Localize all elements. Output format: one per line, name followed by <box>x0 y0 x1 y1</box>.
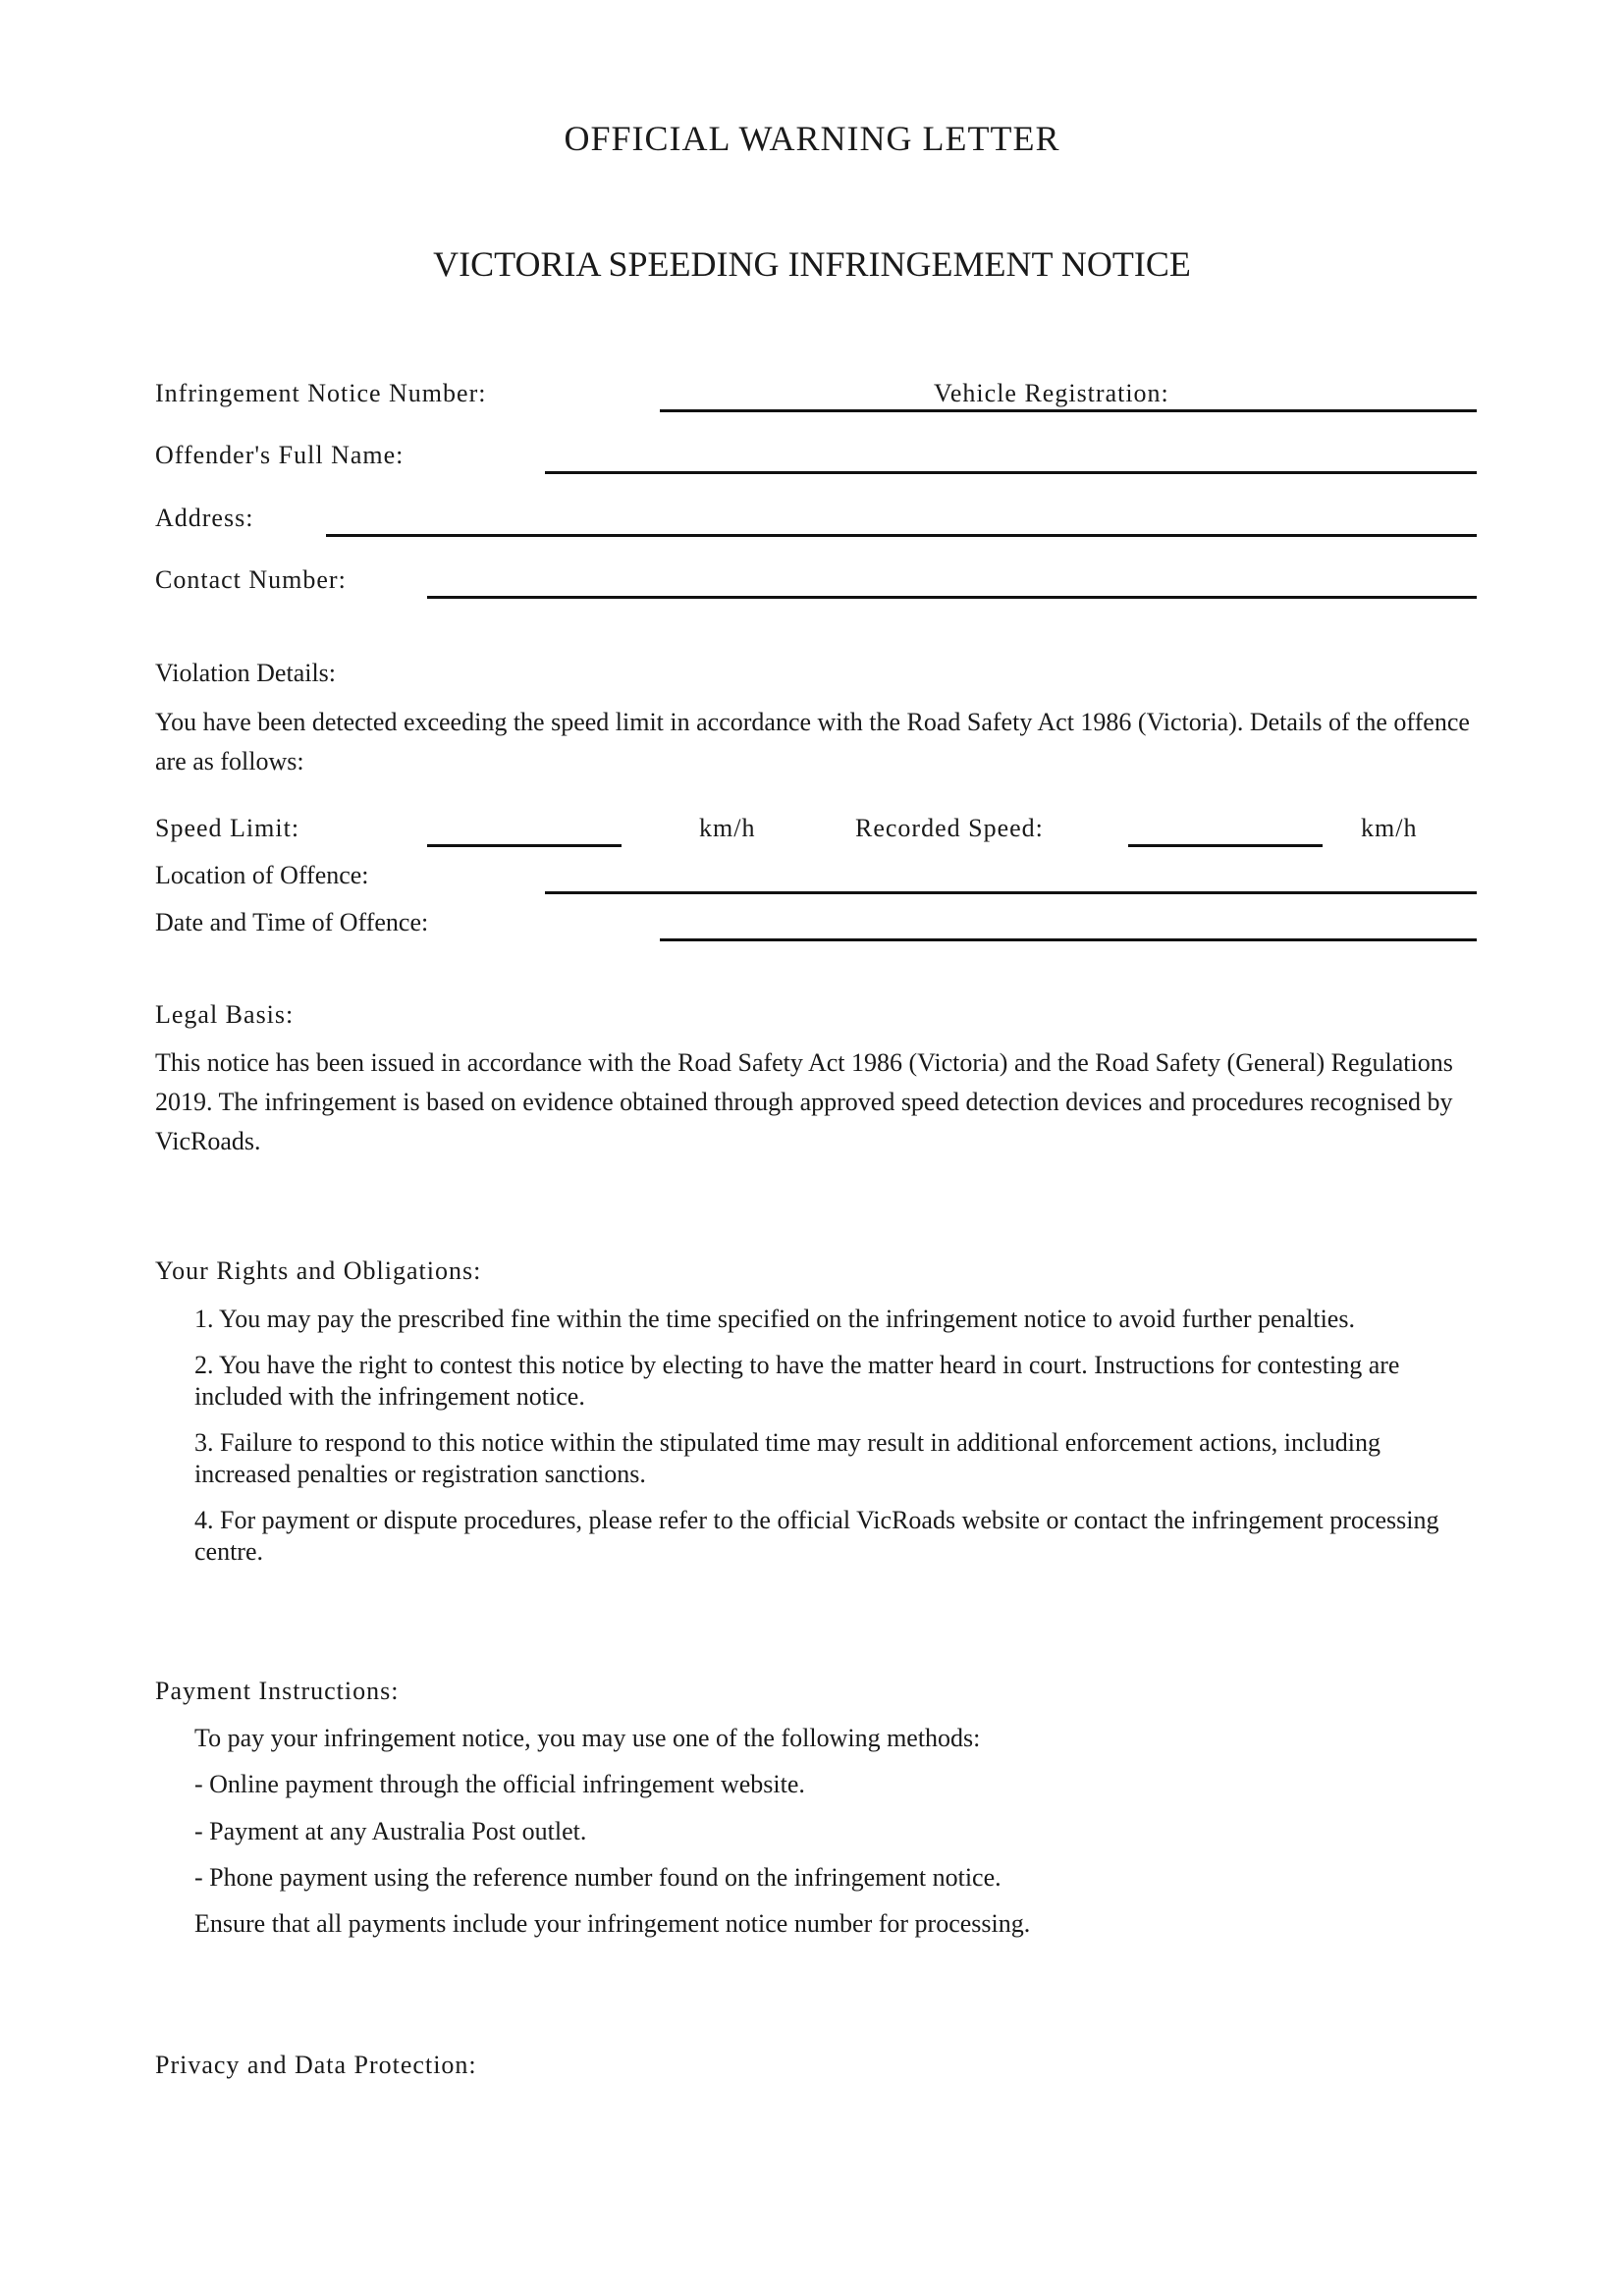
rights-heading: Your Rights and Obligations: <box>155 1256 482 1285</box>
payment-method: - Payment at any Australia Post outlet. <box>194 1817 587 1845</box>
payment-intro: To pay your infringement notice, you may use one of the following methods: <box>194 1724 981 1752</box>
legal-basis-text: This notice has been issued in accordance with the Road Safety Act 1986 (Victoria) and the Road Safety (General) Regulations 2019. The infringement is based on evidence obtained through approved speed detection devices and procedures recognised by VicRoads. <box>155 1048 1453 1155</box>
datetime-field[interactable] <box>660 938 1477 941</box>
contact-number-field[interactable] <box>427 596 1477 599</box>
rights-item: 4. For payment or dispute procedures, please refer to the official VicRoads website or contact the infringement processing centre. <box>194 1506 1439 1566</box>
notice-number-field[interactable] <box>660 409 1477 412</box>
contact-number-label: Contact Number: <box>155 565 347 594</box>
rights-item: 2. You have the right to contest this notice by electing to have the matter heard in court. Instructions for contesting are included with the infringement notice. <box>194 1351 1400 1411</box>
speed-limit-label: Speed Limit: <box>155 814 300 842</box>
legal-basis-heading: Legal Basis: <box>155 1000 295 1029</box>
speed-limit-field[interactable] <box>427 844 622 847</box>
document-subtitle: VICTORIA SPEEDING INFRINGEMENT NOTICE <box>433 244 1191 284</box>
payment-method: - Online payment through the official infringement website. <box>194 1770 805 1798</box>
rights-item: 1. You may pay the prescribed fine within the time specified on the infringement notice to avoid further penalties. <box>194 1305 1355 1333</box>
document-title: OFFICIAL WARNING LETTER <box>564 119 1060 158</box>
violation-intro: You have been detected exceeding the speed limit in accordance with the Road Safety Act 1986 (Victoria). Details of the offence are as follows: <box>155 708 1470 775</box>
datetime-label: Date and Time of Offence: <box>155 908 429 936</box>
payment-note: Ensure that all payments include your infringement notice number for processing. <box>194 1909 1031 1938</box>
address-field[interactable] <box>326 534 1477 537</box>
rights-item: 3. Failure to respond to this notice within the stipulated time may result in additional enforcement actions, including increased penalties or registration sanctions. <box>194 1428 1381 1488</box>
location-label: Location of Offence: <box>155 861 369 889</box>
recorded-speed-field[interactable] <box>1128 844 1323 847</box>
payment-method: - Phone payment using the reference number found on the infringement notice. <box>194 1863 1001 1892</box>
speed-limit-unit: km/h <box>699 814 756 842</box>
location-field[interactable] <box>545 891 1477 894</box>
address-label: Address: <box>155 504 254 532</box>
full-name-field[interactable] <box>545 471 1477 474</box>
violation-details-heading: Violation Details: <box>155 659 337 687</box>
notice-number-label: Infringement Notice Number: <box>155 379 487 407</box>
recorded-speed-unit: km/h <box>1361 814 1418 842</box>
full-name-label: Offender's Full Name: <box>155 441 405 469</box>
vehicle-registration-label: Vehicle Registration: <box>934 379 1169 407</box>
privacy-heading: Privacy and Data Protection: <box>155 2051 477 2079</box>
payment-heading: Payment Instructions: <box>155 1677 400 1705</box>
recorded-speed-label: Recorded Speed: <box>855 814 1044 842</box>
